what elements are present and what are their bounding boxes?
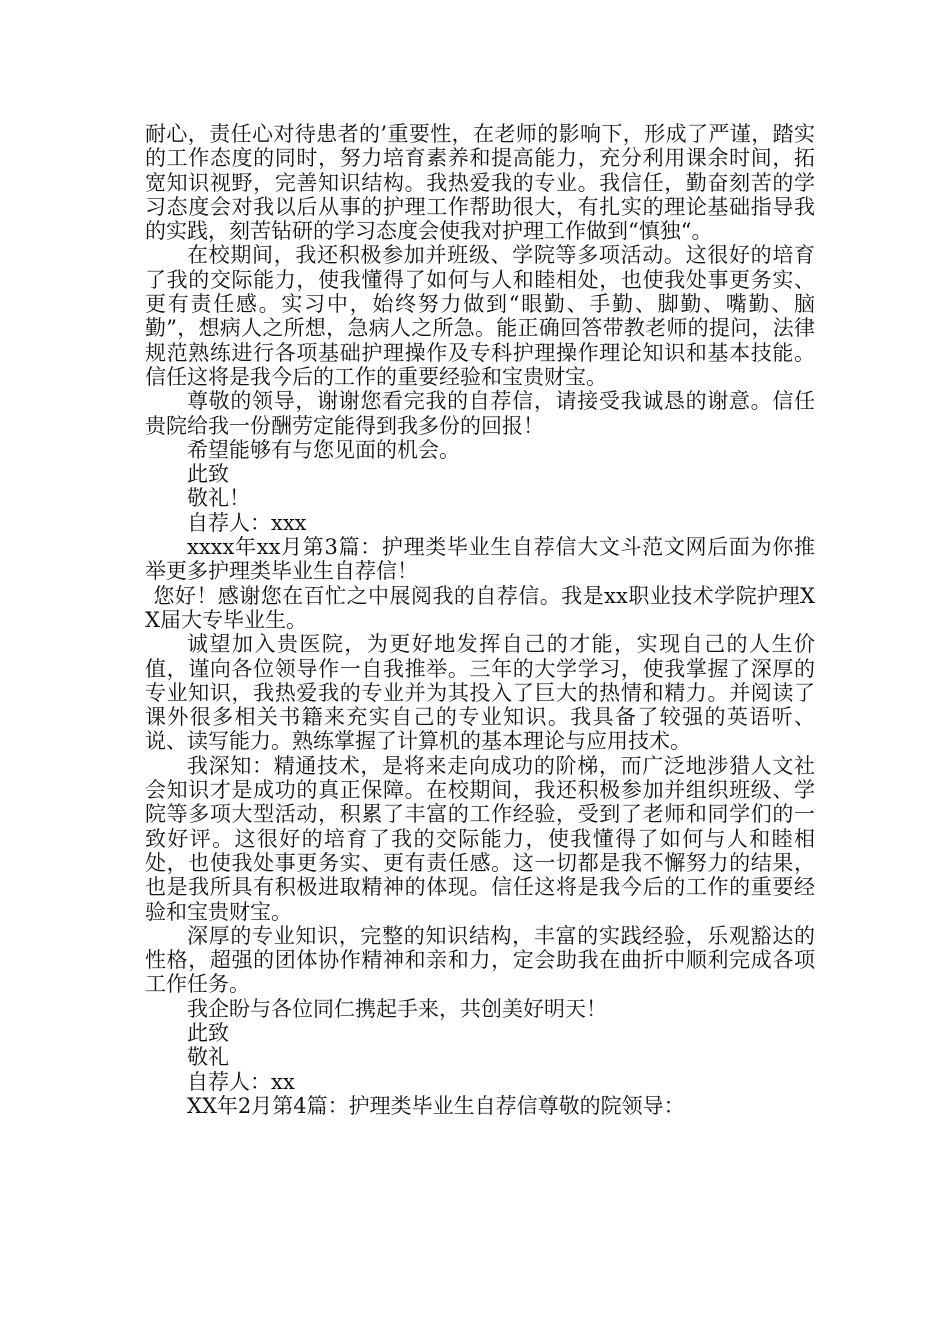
paragraph-4: 希望能够有与您见面的机会。 (187, 437, 460, 462)
document-body (145, 122, 815, 1118)
paragraph-13: 我企盼与各位同仁携起手来，共创美好明天！ (187, 996, 607, 1021)
paragraph-1: 耐心，责任心对待患者的’重要性，在老师的影响下，形成了严谨，踏实的工作态度的同时，努力培育素养和提高能力，充分利用课余时间，拓宽知识视野，完善知识结构。我热爱我的专业。我信任，勤奋刻苦的学习态度会对我以后从事的护理工作帮助很大，有扎实的理论基础指导我的实践，刻苦钻研的学习态度会使我对护理工作做到“慎独“。 (145, 122, 815, 244)
signature-line-2: 自荐人：xx (187, 1069, 295, 1094)
closing-regards-2: 敬礼 (187, 1045, 229, 1070)
paragraph-12: 深厚的专业知识，完整的知识结构，丰富的实践经验，乐观豁达的性格，超强的团体协作精神和亲和力，定会助我在曲折中顺利完成各项工作任务。 (145, 923, 815, 997)
section-heading-4: XX年2月第4篇：护理类毕业生自荐信尊敬的院领导： (187, 1093, 685, 1118)
closing-salutation: 此致 (187, 462, 229, 487)
paragraph-10: 诚望加入贵医院，为更好地发挥自己的才能，实现自己的人生价值，谨向各位领导作一自我推举。三年的大学学习，使我掌握了深厚的专业知识，我热爱我的专业并为其投入了巨大的热情和精力。并阅读了课外很多相关书籍来充实自己的专业知识。我具备了较强的英语听、说、读写能力。熟练掌握了计算机的基本理论与应用技术。 (145, 632, 815, 754)
paragraph-2: 在校期间，我还积极参加并班级、学院等多项活动。这很好的培育了我的交际能力，使我懂得了如何与人和睦相处，也使我处事更务实、更有责任感。实习中，始终努力做到“眼勤、手勤、脚勤、嘴勤、脑勤”，想病人之所想，急病人之所急。能正确回答带教老师的提问，法律规范熟练进行各项基础护理操作及专科护理操作理论知识和基本技能。信任这将是我今后的工作的重要经验和宝贵财宝。 (145, 243, 815, 389)
signature-line: 自荐人：xxx (187, 510, 307, 535)
greeting-paragraph: 您好！感谢您在百忙之中展阅我的自荐信。我是xx职业技术学院护理XX届大专毕业生。 (145, 583, 815, 632)
paragraph-3: 尊敬的领导，谢谢您看完我的自荐信，请接受我诚恳的谢意。信任贵院给我一份酬劳定能得到我多份的回报！ (145, 389, 815, 438)
paragraph-11: 我深知：精通技术，是将来走向成功的阶梯，而广泛地涉猎人文社会知识才是成功的真正保障。在校期间，我还积极参加并组织班级、学院等多项大型活动，积累了丰富的工作经验，受到了老师和同学们的一致好评。这很好的培育了我的交际能力，使我懂得了如何与人和睦相处，也使我处事更务实、更有责任感。这一切都是我不懈努力的结果，也是我所具有积极进取精神的体现。信任这将是我今后的工作的重要经验和宝贵财宝。 (145, 753, 815, 924)
closing-salutation-2: 此致 (187, 1020, 229, 1045)
section-heading-3: xxxx年xx月第3篇：护理类毕业生自荐信大文斗范文网后面为你推举更多护理类毕业生自荐信！ (145, 535, 815, 584)
closing-regards: 敬礼！ (187, 486, 250, 511)
